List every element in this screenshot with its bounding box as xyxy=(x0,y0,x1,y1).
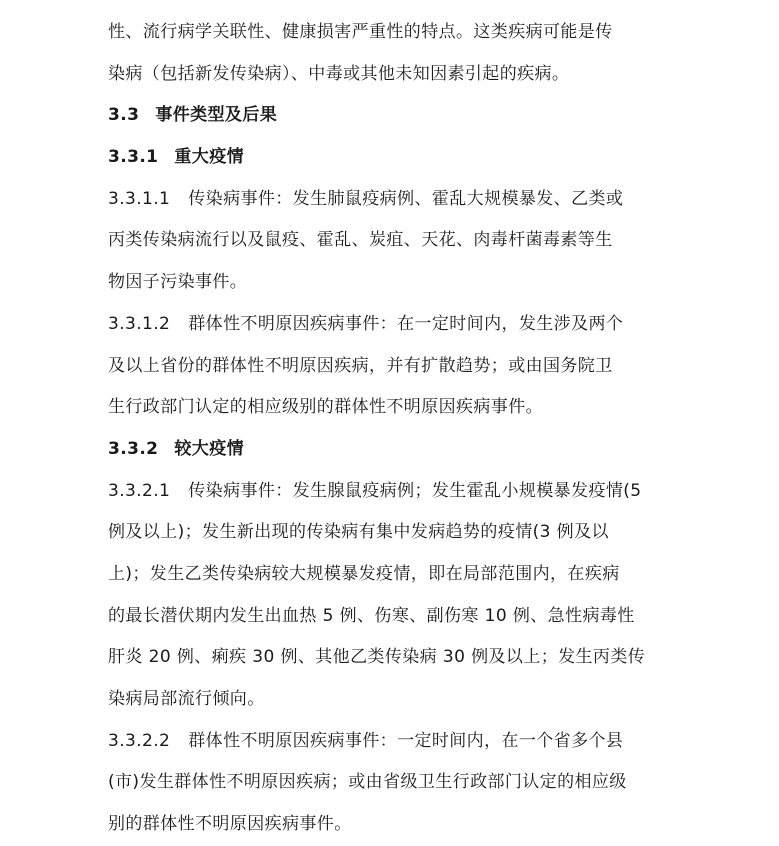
item-number: 3.3.2.1 xyxy=(108,480,171,501)
section-heading-3-3-2 xyxy=(108,429,668,471)
paragraph-line: 上)；发生乙类传染病较大规模暴发疫情，即在局部范围内，在疾病 xyxy=(108,563,620,584)
section-title: 事件类型及后果 xyxy=(155,105,278,126)
section-number: 3.3.2 xyxy=(108,438,159,459)
section-title: 重大疫情 xyxy=(174,147,245,168)
section-number: 3.3.1 xyxy=(108,147,159,168)
item-number: 3.3.1.1 xyxy=(108,188,171,209)
item-3-3-1-2-first-line xyxy=(108,304,668,346)
paragraph-line: 物因子污染事件。 xyxy=(108,272,248,293)
paragraph-line: 生行政部门认定的相应级别的群体性不明原因疾病事件。 xyxy=(108,397,543,418)
section-number: 3.3 xyxy=(108,105,140,126)
paragraph-line: 染病局部流行倾向。 xyxy=(108,689,265,709)
item-text: 群体性不明原因疾病事件：一定时间内，在一个省多个县 xyxy=(188,730,624,751)
item-3-3-2-1-first-line xyxy=(108,471,668,513)
paragraph-line: (市)发生群体性不明原因疾病；或由省级卫生行政部门认定的相应级 xyxy=(108,772,627,793)
item-number: 3.3.2.2 xyxy=(108,730,171,751)
paragraph-line: 染病（包括新发传染病）、中毒或其他未知因素引起的疾病。 xyxy=(108,63,570,84)
item-text: 群体性不明原因疾病事件：在一定时间内，发生涉及两个 xyxy=(188,313,624,334)
paragraph-line: 性、流行病学关联性、健康损害严重性的特点。这类疾病可能是传 xyxy=(108,22,613,42)
section-heading-3-3 xyxy=(108,95,668,137)
paragraph-line: 别的群体性不明原因疾病事件。 xyxy=(108,814,352,835)
document-page xyxy=(108,12,668,846)
paragraph-line: 肝炎 20 例、痢疾 30 例、其他乙类传染病 30 例及以上；发生丙类传 xyxy=(108,647,646,668)
item-number: 3.3.1.2 xyxy=(108,313,171,334)
paragraph-line: 丙类传染病流行以及鼠疫、霍乱、炭疽、天花、肉毒杆菌毒素等生 xyxy=(108,230,613,251)
item-text: 传染病事件：发生肺鼠疫病例、霍乱大规模暴发、乙类或 xyxy=(188,188,624,209)
paragraph-line: 的最长潜伏期内发生出血热 5 例、伤寒、副伤寒 10 例、急性病毒性 xyxy=(108,605,635,626)
section-heading-3-3-1 xyxy=(108,137,668,179)
item-text: 传染病事件：发生腺鼠疫病例；发生霍乱小规模暴发疫情(5 xyxy=(188,480,642,501)
paragraph-line: 例及以上)；发生新出现的传染病有集中发病趋势的疫情(3 例及以 xyxy=(108,522,609,543)
item-3-3-2-2-first-line xyxy=(108,721,668,763)
item-3-3-1-1-first-line xyxy=(108,179,668,221)
section-title: 较大疫情 xyxy=(174,438,245,459)
paragraph-line: 及以上省份的群体性不明原因疾病，并有扩散趋势；或由国务院卫 xyxy=(108,355,613,376)
